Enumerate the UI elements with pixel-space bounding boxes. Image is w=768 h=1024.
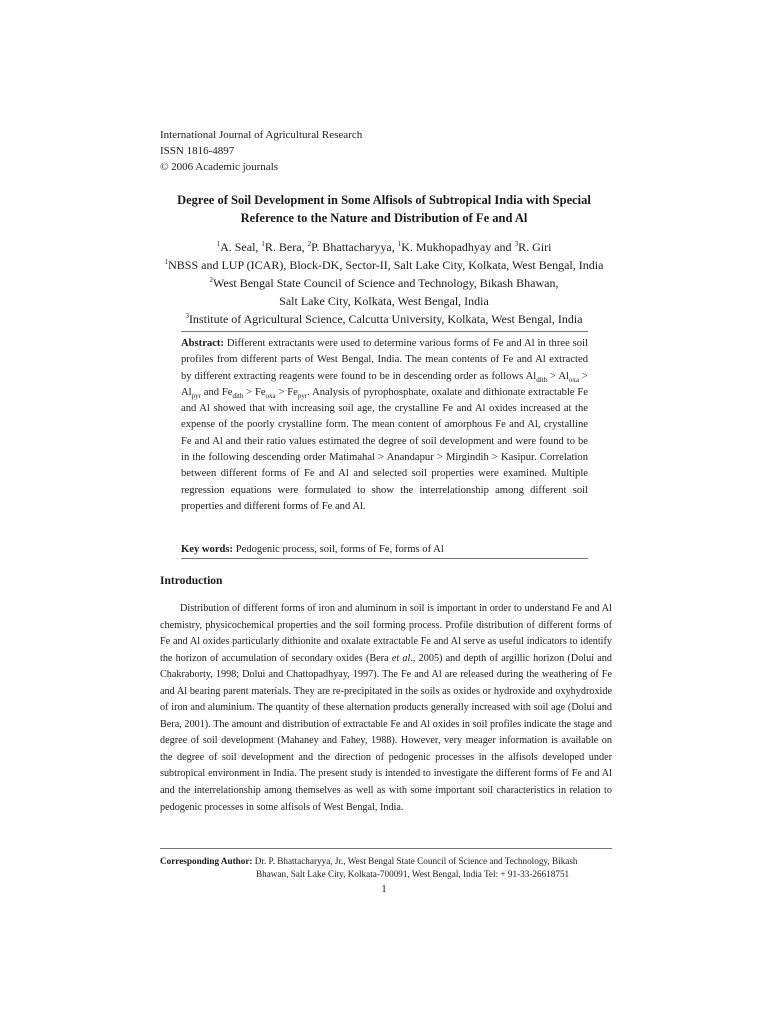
abstract-text: . Analysis of pyrophosphate, oxalate and dithionate extractable Fe and Al showed that with increasing soil age, the crystalline Fe and Al oxides increased at the expense of the poorly crystalline form. The mean content of amorphous Fe and Al, crystalline Fe and Al and their ratio values estimated the degree of soil development and were found to be in the following descending order Matimahal > Anandapur > Mirgindih > Kasipur. Correlation between different forms of Fe and Al and selected soil properties were examined. Multiple regression equations were formulated to show the interrelationship among different soil properties and different forms of Fe and Al. [181, 386, 588, 512]
paragraph-text: ., 2005) and depth of argillic horizon (Dolui and Chakraborty, 1998; Dolui and Chattopadhyay, 1997). The Fe and Al are released during the weathering of Fe and Al bearing parent materials. They are re-precipitated in the soils as oxides or hydroxide and oxyhydroxide of iron and aluminium. The quantity of these alternation products generally increased with soil age (Dolui and Bera, 2001). The amount and distribution of extractable Fe and Al oxides in soil profiles indicate the stage and degree of soil development (Mahaney and Fahey, 1988). However, very meager information is available on the degree of soil development and the direction of pedogenic processes in the alfisols developed under subtropical environment in India. The present study is intended to investigate the different forms of Fe and Al and the interrelationship among themselves as well as with some important soil characteristics in relation to pedogenic processes in some alfisols of West Bengal, India. [160, 652, 612, 813]
abstract-text: > Fe [243, 386, 266, 398]
corresponding-author [160, 855, 612, 881]
keywords-text: Pedogenic process, soil, forms of Fe, forms of Al [233, 544, 444, 555]
abstract-text: Different extractants were used to determine various forms of Fe and Al in three soil profiles from different parts of West Bengal, India. The mean contents of Fe and Al extracted by different extracting reagents were found to be in descending order as follows Al [181, 338, 588, 382]
affiliation-text: NBSS and LUP (ICAR), Block-DK, Sector-II, Salt Lake City, Kolkata, West Bengal, India [168, 258, 604, 272]
author-marker: 1 [216, 240, 221, 248]
paper-title [130, 191, 638, 227]
affiliation-1 [110, 256, 658, 274]
keywords-bottom-rule [181, 558, 588, 559]
author-name: A. Seal, [220, 240, 262, 254]
subscript: dith [232, 392, 244, 400]
journal-name: International Journal of Agricultural Research [160, 129, 363, 141]
author-list [110, 238, 658, 256]
keywords-label: Key words: [181, 544, 234, 555]
affiliation-text: Institute of Agricultural Science, Calcutta University, Kolkata, West Bengal, India [188, 312, 583, 326]
italic-text: et al [391, 652, 411, 664]
paragraph-text: Distribution of different forms of iron and aluminum in soil is important in order to understand Fe and Al chemistry, physicochemical properties and the soil forming process. Profile distribution of different forms of Fe and Al oxides particularly dithionite and oxalate extractable Fe and Al serve as useful indicators to identify the horizon of accumulation of secondary oxides (Bera [160, 603, 612, 664]
subscript: pyr [297, 392, 308, 400]
introduction-body [160, 601, 612, 816]
subscript: dith [536, 375, 548, 384]
journal-copyright: © 2006 Academic journals [160, 161, 279, 173]
corresponding-line-2: Bhawan, Salt Lake City, Kolkata-700091, West Bengal, India Tel: + 91-33-26618751 [256, 869, 570, 879]
author-block [110, 238, 658, 328]
abstract-top-rule [181, 331, 588, 332]
journal-issn: ISSN 1816-4897 [160, 145, 235, 157]
abstract-text: > Al [181, 370, 588, 398]
author-name: P. Bhattacharyya, [311, 240, 398, 254]
author-name: K. Mukhopadhyay and [401, 240, 515, 254]
subscript: pyr [191, 392, 201, 400]
author-marker: 3 [514, 240, 519, 248]
abstract-text: > Fe [275, 386, 298, 398]
abstract [181, 336, 588, 515]
affiliation-marker: 3 [185, 312, 189, 320]
affiliation-text: West Bengal State Council of Science and Technology, Bikash Bhawan, [213, 276, 559, 290]
affiliation-2-cont: Salt Lake City, Kolkata, West Bengal, India [279, 294, 489, 308]
affiliation-marker: 1 [164, 258, 169, 266]
title-line-1: Degree of Soil Development in Some Alfisols of Subtropical India with Special [177, 193, 591, 207]
author-name: R. Bera, [264, 240, 308, 254]
affiliation-3 [110, 310, 658, 328]
abstract-text: > Al [547, 370, 569, 382]
introduction-paragraph [160, 601, 612, 816]
journal-header [160, 127, 362, 175]
section-heading: Introduction [160, 575, 223, 587]
author-marker: 1 [261, 240, 265, 248]
corresponding-line-1 [160, 855, 612, 868]
affiliation-marker: 2 [209, 276, 214, 284]
author-marker: 2 [307, 240, 312, 248]
affiliation-2 [110, 274, 658, 292]
corresponding-text: Dr. P. Bhattacharyya, Jr., West Bengal State Council of Science and Technology, Bikash [252, 856, 578, 866]
keywords [181, 542, 588, 558]
author-name: R. Giri [518, 240, 552, 254]
page-number: 1 [381, 883, 387, 895]
footnote-rule [160, 848, 612, 849]
abstract-text: and Fe [200, 386, 233, 398]
author-marker: 1 [397, 240, 402, 248]
subscript: oxa [265, 392, 276, 400]
abstract-label: Abstract: [181, 338, 224, 349]
title-line-2: Reference to the Nature and Distribution of Fe and Al [240, 211, 528, 225]
corresponding-label: Corresponding Author: [160, 856, 253, 866]
subscript: oxa [568, 375, 580, 384]
